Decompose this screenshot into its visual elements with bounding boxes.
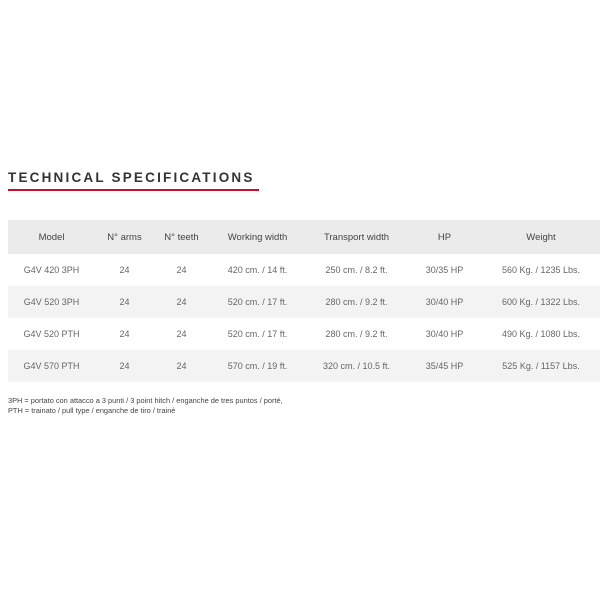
cell-arms: 24 [119, 297, 130, 307]
table-row [8, 350, 600, 382]
title-underline [8, 189, 259, 191]
cell-working-width: 520 cm. / 17 ft. [227, 297, 288, 307]
cell-transport-width: 250 cm. / 8.2 ft. [325, 265, 388, 275]
cell-arms: 24 [119, 329, 130, 339]
section-title: TECHNICAL SPECIFICATIONS [8, 170, 255, 185]
cell-model: G4V 520 3PH [23, 297, 80, 307]
cell-hp: 35/45 HP [425, 361, 464, 371]
cell-teeth: 24 [176, 265, 187, 275]
cell-transport-width: 320 cm. / 10.5 ft. [322, 361, 391, 371]
table-row [8, 286, 600, 318]
header-arms: N° arms [107, 231, 142, 243]
header-hp: HP [437, 231, 452, 243]
cell-model: G4V 420 3PH [23, 265, 80, 275]
cell-working-width: 420 cm. / 14 ft. [227, 265, 288, 275]
table-row [8, 318, 600, 350]
header-transport-width: Transport width [323, 231, 390, 243]
footnote [8, 396, 283, 415]
cell-hp: 30/35 HP [425, 265, 464, 275]
cell-hp: 30/40 HP [425, 329, 464, 339]
table-header-row [8, 220, 600, 254]
cell-weight: 490 Kg. / 1080 Lbs. [501, 329, 581, 339]
header-weight: Weight [526, 231, 556, 243]
cell-teeth: 24 [176, 361, 187, 371]
footnote-pth: PTH = trainato / pull type / enganche de tiro / trainé [8, 405, 176, 415]
cell-arms: 24 [119, 265, 130, 275]
header-model: Model [38, 231, 65, 243]
cell-hp: 30/40 HP [425, 297, 464, 307]
header-teeth: N° teeth [164, 231, 199, 243]
cell-weight: 600 Kg. / 1322 Lbs. [501, 297, 581, 307]
cell-weight: 525 Kg. / 1157 Lbs. [502, 361, 580, 371]
spec-table [8, 220, 600, 382]
cell-teeth: 24 [176, 329, 187, 339]
table-row [8, 254, 600, 286]
cell-model: G4V 570 PTH [23, 361, 80, 371]
cell-transport-width: 280 cm. / 9.2 ft. [325, 297, 388, 307]
cell-teeth: 24 [176, 297, 187, 307]
header-working-width: Working width [227, 231, 288, 243]
cell-transport-width: 280 cm. / 9.2 ft. [325, 329, 388, 339]
footnote-3ph: 3PH = portato con attacco a 3 punti / 3 point hitch / enganche de tres puntos / porté, [8, 396, 283, 405]
cell-weight: 560 Kg. / 1235 Lbs. [501, 265, 581, 275]
cell-arms: 24 [119, 361, 130, 371]
cell-working-width: 570 cm. / 19 ft. [227, 361, 288, 371]
cell-working-width: 520 cm. / 17 ft. [227, 329, 288, 339]
cell-model: G4V 520 PTH [23, 329, 80, 339]
